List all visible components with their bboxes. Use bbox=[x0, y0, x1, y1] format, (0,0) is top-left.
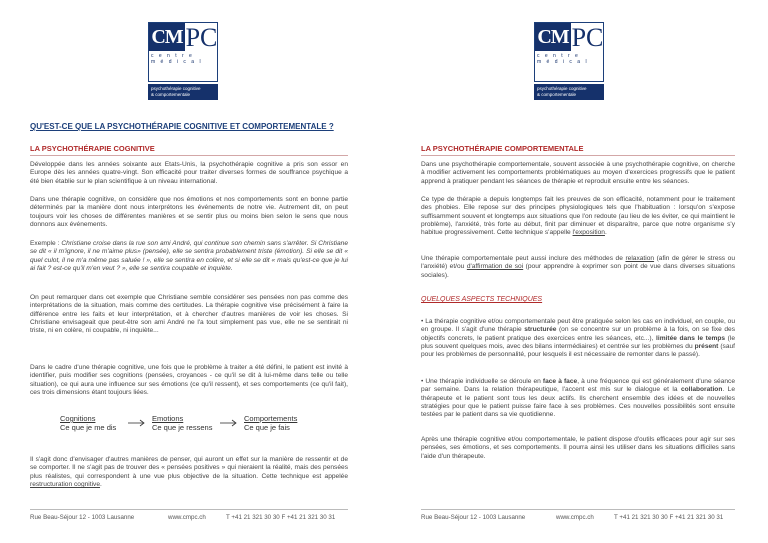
section-divider bbox=[421, 155, 735, 156]
footer-divider bbox=[30, 509, 348, 510]
cmpc-logo bbox=[148, 22, 218, 110]
right-page bbox=[384, 0, 768, 543]
logo-subtitle: c e n t r e m é d i c a l bbox=[151, 53, 203, 65]
logo-pc: PC bbox=[185, 23, 218, 52]
logo-subtitle: c e n t r e m é d i c a l bbox=[537, 53, 589, 65]
footer-divider bbox=[421, 509, 735, 510]
section-heading-cognitive: LA PSYCHOTHÉRAPIE COGNITIVE bbox=[30, 144, 155, 153]
flow-emotions: Emotions Ce que je ressens bbox=[152, 414, 213, 432]
term-affirmation: d'affirmation de soi bbox=[466, 263, 524, 271]
paragraph: Dans une thérapie cognitive, on considère que nos émotions et nos comportements sont en bonne partie déterminés par la manière dont nous interprétons les événements de notre vie. Autrement dit, on peut toujours voir les choses de différentes manières et se sentir plus ou moins bien selon le sens que nous donnons aux événements. bbox=[30, 196, 348, 228]
footer-address: Rue Beau-Séjour 12 - 1003 Lausanne bbox=[30, 514, 135, 521]
section-divider bbox=[30, 155, 348, 156]
paragraph: On peut remarquer dans cet exemple que Christiane semble considérer ses pensées non pas comme des interprétations de la situation, mais comme des certitudes. La thérapie cognitive vise précisément à faire la différence entre les faits et leur interprétation, et à chercher d'autres manières de voir les choses. Si Christiane envisageait que peut-être son ami André ne l'a tout simplement pas vue, elle ne se sentirait ni triste, ni en colère, ni coupable, ni inquiète... bbox=[30, 294, 348, 335]
flow-comportements: Comportements Ce que je fais bbox=[244, 414, 298, 432]
paragraph: Une thérapie comportementale peut aussi inclure des méthodes de relaxation (afin de gérer le stress ou l'anxiété) et/ou d'affirmation de soi (pour apprendre à exprimer son point de vue dans diverses situations sociales). bbox=[421, 255, 735, 279]
paragraph: Après une thérapie cognitive et/ou comportementale, le patient dispose d'outils efficaces pour agir sur ses pensées, ses émotions, et ses comportements. Il pourra ainsi les utiliser dans les situations difficiles sans l'aide d'un thérapeute. bbox=[421, 436, 735, 460]
bullet-paragraph: • La thérapie cognitive et/ou comportementale peut être pratiquée selon les cas en individuel, en couple, ou en groupe. Il s'agit d'une thérapie structurée (on se concentre sur un problème à la fois, on se fixe des objectifs concrets, le patient pratique des exercices entre les séances, etc...), limitée dans le temps (le plus souvent quelques mois, avec des bilans intermédiaires) et centrée sur les problèmes du présent (sauf pour les problèmes de personnalité, pour lesquels il est nécessaire de remonter dans le passé). bbox=[421, 318, 735, 359]
arrow-right-icon bbox=[220, 419, 238, 427]
paragraph: Dans le cadre d'une thérapie cognitive, une fois que le problème à traiter a été défini, le patient est invité à identifier, puis modifier ses cognitions (pensées, croyances - ce qu'il se dit à lui-même dans telle ou telle situation), ce qui aura une influence sur ses émotions (ce qu'il ressent), et ses comportements (ce qu'il fait), ces trois dimensions étant toujours liées. bbox=[30, 364, 348, 396]
logo-pc: PC bbox=[571, 23, 604, 52]
footer-website-link[interactable]: www.cmpc.ch bbox=[168, 514, 206, 521]
cmpc-logo bbox=[534, 22, 604, 110]
term-exposition: l'exposition bbox=[572, 229, 605, 237]
term-restructuration-cognitive: restructuration cognitive bbox=[30, 480, 101, 488]
logo-band: psychothérapie cognitive & comportementale bbox=[534, 84, 604, 100]
footer-phone: T +41 21 321 30 30 F +41 21 321 30 31 bbox=[226, 514, 336, 521]
paragraph: Développée dans les années soixante aux Etats-Unis, la psychothérapie cognitive a pris son essor en Europe dès les années quatre-vingt. Son efficacité pour traiter diverses formes de souffrance psychique a été bien établie sur le plan scientifique à un niveau international. bbox=[30, 161, 348, 185]
term-relaxation: relaxation bbox=[625, 255, 655, 262]
arrow-right-icon bbox=[128, 419, 146, 427]
footer-phone: T +41 21 321 30 30 F +41 21 321 30 31 bbox=[614, 514, 724, 521]
paragraph: Ce type de thérapie a depuis longtemps fait les preuves de son efficacité, notamment pour le traitement des phobies. Elle repose sur des principes physiologiques tels que l'habituation : lorsqu'on s'expose suffisamment souvent et longtemps aux situations que l'on redoute (au lieu de les éviter, ce qui maintient le problème), l'anxiété, très forte au début, finit par diminuer et disparaître, parce que notre organisme s'y habitue progressivement. Cette technique s'appelle l'exposition. bbox=[421, 196, 735, 237]
logo-cm: CM bbox=[535, 23, 571, 51]
main-title: QU'EST-CE QUE LA PSYCHOTHÉRAPIE COGNITIVE ET COMPORTEMENTALE ? bbox=[30, 122, 334, 131]
paragraph: Dans une psychothérapie comportementale, souvent associée à une psychothérapie cognitive, on cherche à modifier activement les comportements problématiques au moyen d'exercices progressifs que le patient apprend à pratiquer pendant les séances de thérapie et reproduit ensuite entre les séances. bbox=[421, 161, 735, 185]
bullet-paragraph: • Une thérapie individuelle se déroule en face à face, à une fréquence qui est généralement d'une séance par semaine. Dans la relation thérapeutique, l'accent est mis sur le dialogue et la collaboration. Le thérapeute et le patient sont tous les deux actifs. Ils cherchent ensemble des idées et de nouvelles stratégies pour que le patient puisse faire face à ses problèmes. Ces nouvelles possibilités sont ensuite testées par le patient dans sa vie quotidienne. bbox=[421, 378, 735, 419]
logo-cm: CM bbox=[149, 23, 185, 51]
footer-website-link[interactable]: www.cmpc.ch bbox=[556, 514, 594, 521]
section-heading-behavioral: LA PSYCHOTHÉRAPIE COMPORTEMENTALE bbox=[421, 144, 584, 153]
example-paragraph: Exemple : Christiane croise dans la rue son ami André, qui continue son chemin sans s'arrêter. Si Christiane se dit « il m'ignore, il ne m'aime plus» (pensée), elle se sentira probablement triste (émotion). Si elle se dit « quel culot, il ne m'a même pas saluée ! », elle se sentira en colère, et si elle se dit « mais qu'est-ce que je lui ai fait ? est-ce qu'il m'en veut ? », elle se sentira coupable et inquiète. bbox=[30, 240, 348, 272]
subheading-technical-aspects: QUELQUES ASPECTS TECHNIQUES bbox=[421, 296, 543, 303]
paragraph: Il s'agit donc d'envisager d'autres manières de penser, qui auront un effet sur la manière de ressentir et de se comporter. Il ne s'agit pas de trouver des « pensées positives » qui nieraient la réalité, mais des pensées plus réalistes, qui correspondent à une vue plus objective de la situation. Cette technique est appelée restructuration cognitive. bbox=[30, 456, 348, 488]
footer-address: Rue Beau-Séjour 12 - 1003 Lausanne bbox=[421, 514, 526, 521]
flow-cognitions: Cognitions Ce que je me dis bbox=[60, 414, 117, 432]
logo-band: psychothérapie cognitive & comportementale bbox=[148, 84, 218, 100]
